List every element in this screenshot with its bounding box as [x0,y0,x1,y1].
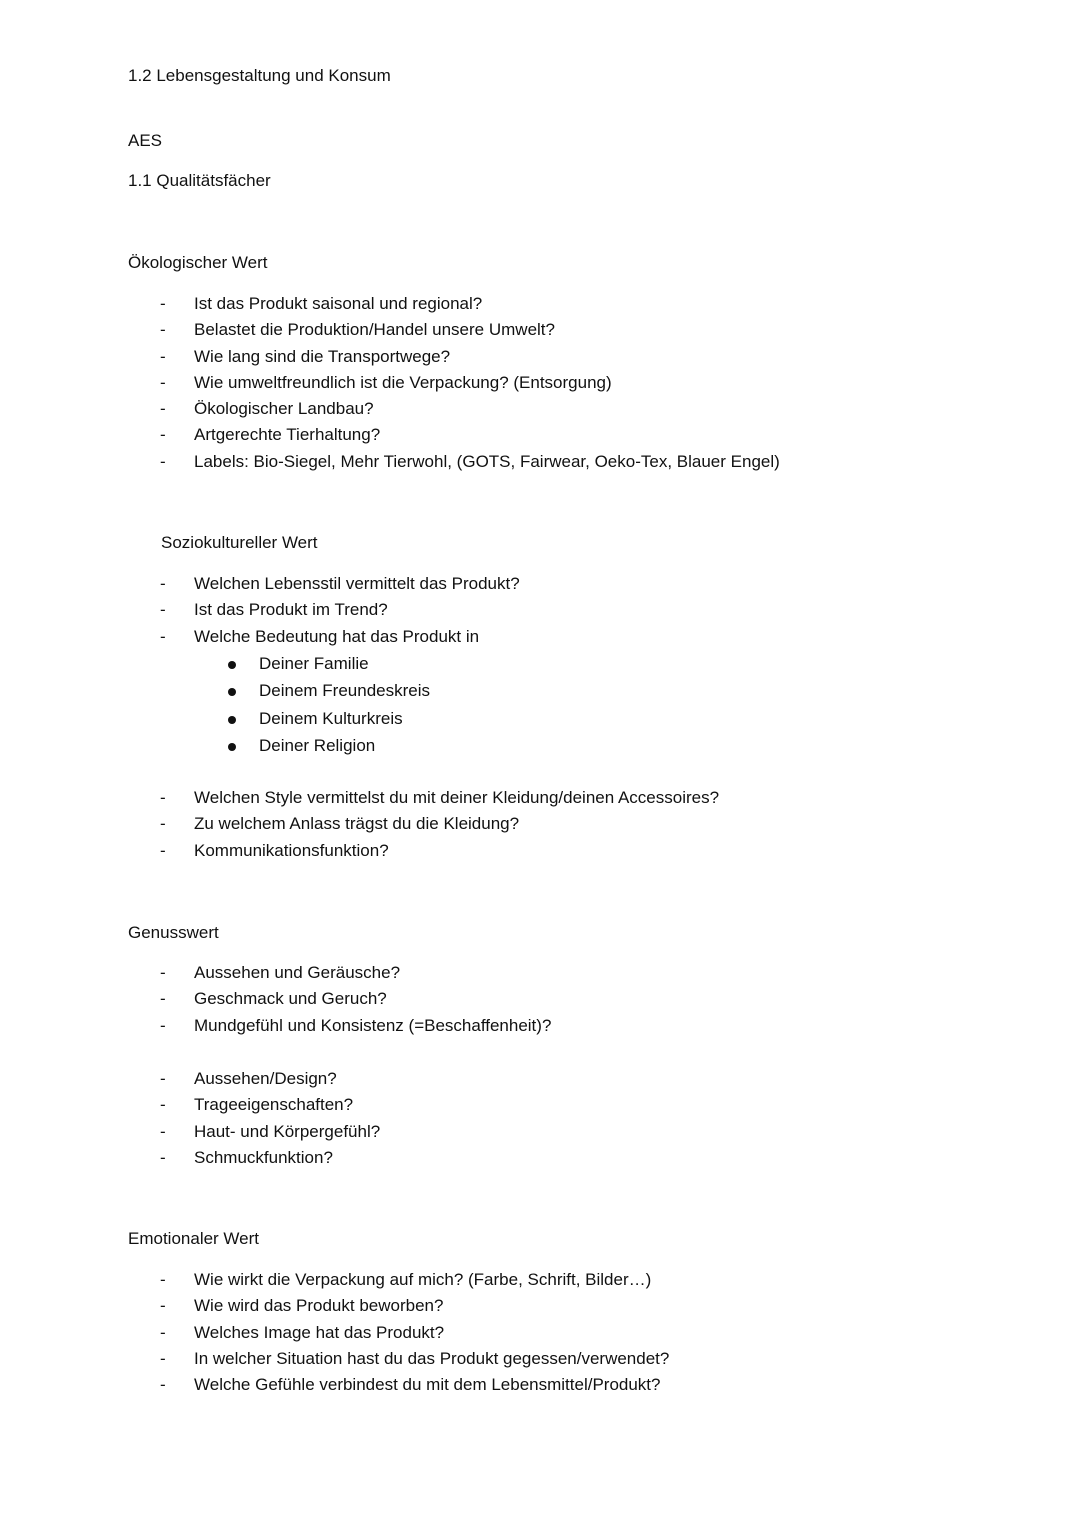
list-item: - Welches Image hat das Produkt? [0,1320,669,1346]
list-item: - Ist das Produkt im Trend? [0,597,520,623]
dash-marker: - [160,294,166,313]
list-item: - Artgerechte Tierhaltung? [0,422,780,448]
dash-marker: - [160,788,166,807]
list-item: - Schmuckfunktion? [0,1145,380,1171]
dash-marker: - [160,372,166,392]
list-item: - Labels: Bio-Siegel, Mehr Tierwohl, (GOTS, Fairwear, Oeko-Tex, Blauer Engel) [0,449,780,475]
section-title-emotional: Emotionaler Wert [128,1229,260,1248]
list-item: - Wie lang sind die Transportwege? [0,344,780,370]
subheading: 1.1 Qualitätsfächer [128,171,271,190]
dash-marker: - [160,1015,166,1035]
list-item: - Haut- und Körpergefühl? [0,1119,380,1145]
list-genuss [0,960,551,1039]
bullet-item: Deinem Freundeskreis [0,678,430,705]
dash-marker: - [160,814,166,834]
bullet-item: Deiner Religion [0,733,430,760]
dash-marker: - [160,1296,166,1316]
list-oekologisch [0,291,780,475]
list-item: - Wie umweltfreundlich ist die Verpackung? (Entsorgung) [0,370,780,396]
dash-marker: - [160,1069,166,1088]
top-heading: 1.2 Lebensgestaltung und Konsum [128,66,391,85]
bullet-item: Deinem Kulturkreis [0,706,430,733]
section-title-soziokulturell: Soziokultureller Wert [161,533,318,552]
list-item: - Ökologischer Landbau? [0,396,780,422]
list-emotional [0,1267,669,1398]
list-item: - Welche Gefühle verbindest du mit dem Lebensmittel/Produkt? [0,1372,669,1398]
dash-marker: - [160,346,166,366]
bullet-dot-icon [228,688,236,696]
dash-marker: - [160,399,166,419]
bullet-list-bedeutung [0,651,430,761]
dash-marker: - [160,574,166,593]
dash-marker: - [160,1375,166,1395]
bullet-item: Deiner Familie [0,651,430,678]
dash-marker: - [160,451,166,471]
list-item: - Welchen Lebensstil vermittelt das Produkt? [0,571,520,597]
dash-marker: - [160,1270,166,1289]
list-item: - Kommunikationsfunktion? [0,838,719,864]
list-genuss-2 [0,1066,380,1171]
dash-marker: - [160,1121,166,1141]
list-item: - In welcher Situation hast du das Produkt gegessen/verwendet? [0,1346,669,1372]
dash-marker: - [160,840,166,860]
list-item: - Ist das Produkt saisonal und regional? [0,291,780,317]
list-item: - Aussehen und Geräusche? [0,960,551,986]
list-item: - Aussehen/Design? [0,1066,380,1092]
bullet-list-container [0,651,430,761]
list-item: - Belastet die Produktion/Handel unsere Umwelt? [0,317,780,343]
list-item: - Wie wird das Produkt beworben? [0,1293,669,1319]
bullet-dot-icon [228,743,236,751]
dash-marker: - [160,320,166,340]
dash-marker: - [160,626,166,646]
list-soziokulturell-2 [0,785,719,864]
dash-marker: - [160,600,166,620]
list-item: - Zu welchem Anlass trägst du die Kleidung? [0,811,719,837]
list-item: - Welche Bedeutung hat das Produkt in [0,624,520,650]
dash-marker: - [160,1348,166,1368]
dash-marker: - [160,425,166,445]
list-item: - Trageeigenschaften? [0,1092,380,1118]
dash-marker: - [160,989,166,1009]
list-item: - Geschmack und Geruch? [0,986,551,1012]
list-item: - Wie wirkt die Verpackung auf mich? (Farbe, Schrift, Bilder…) [0,1267,669,1293]
list-item: - Welchen Style vermittelst du mit deiner Kleidung/deinen Accessoires? [0,785,719,811]
dash-marker: - [160,1322,166,1342]
dash-marker: - [160,963,166,982]
aes-label: AES [128,131,163,150]
list-soziokulturell [0,571,520,650]
list-item: - Mundgefühl und Konsistenz (=Beschaffenheit)? [0,1013,551,1039]
section-title-genuss: Genusswert [128,923,219,942]
dash-marker: - [160,1147,166,1167]
dash-marker: - [160,1095,166,1115]
bullet-dot-icon [228,661,236,669]
section-title-oekologisch: Ökologischer Wert [128,253,268,272]
bullet-dot-icon [228,716,236,724]
